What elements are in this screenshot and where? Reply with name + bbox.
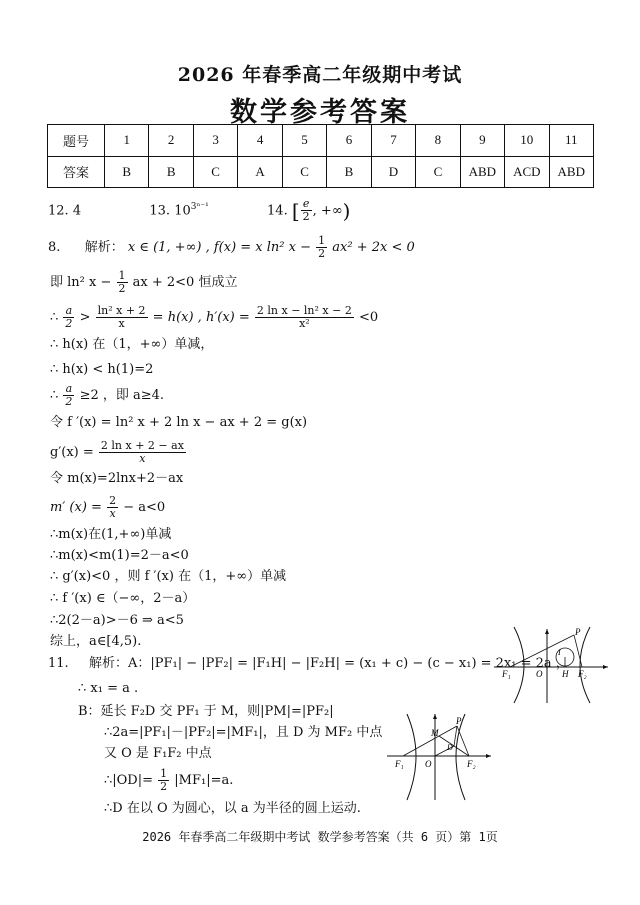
q11-line-6: ∴|OD|= $\frac{1}{2}$ |MF₁|=a. [104,767,234,793]
segment-pf2 [574,635,582,667]
q8-line-4: ∴ h(x) 在（1，+∞）单减， [50,337,214,352]
q8-l2-frac: $\frac{1}{2}$ [118,269,126,295]
q11-line-3: B：延长 F₂D 交 PF₁ 于 M，则|PM|=|PF₂| [78,704,334,719]
q11-line-7: ∴D 在以 O 为圆心，以 a 为半径的圆上运动. [104,801,361,816]
q8-expr-1: x ∈ (1, +∞) , f(x) = x ln² x − [127,240,311,255]
q14-answer: [ [291,198,300,223]
q8-l3-frac-c: $\frac{\text{2 ln x − ln² x − 2}}{\text{x²}}$ [256,304,352,330]
page-footer: 2026 年春季高二年级期中考试 数学参考答案（共 6 页）第 1页 [142,830,498,844]
question-number: 6 [327,125,371,157]
answer-cell: C [416,156,460,188]
q8-line-12: ∴m(x)<m(1)=2－a<0 [50,548,189,563]
label-f2: F₂ [467,759,476,769]
question-number: 7 [371,125,415,157]
question-number: 11 [549,125,593,157]
question-number: 9 [460,125,504,157]
q8-l2-b: ax + 2<0 恒成立 [132,275,238,290]
question-number: 10 [505,125,549,157]
q14-interval-tail: , +∞ [312,203,343,219]
q8-line-5: ∴ h(x) < h(1)=2 [50,362,154,377]
answer-cell: ABD [549,156,593,188]
answer-cell: ABD [460,156,504,188]
q8-line-14: ∴ f ′(x) ∈（−∞，2－a） [50,591,196,606]
answer-cell: B [327,156,371,188]
hyperbola-left-branch [514,627,524,703]
answer-cell: B [105,156,149,188]
question-number-label: 题号 [48,125,105,157]
question-number: 5 [282,125,326,157]
q8-expr-1-tail: ax² + 2x < 0 [332,240,415,255]
q8-l3-frac-a: $\frac{a}{2}$ [65,304,73,330]
question-number: 3 [193,125,237,157]
exam-title: 2026 年春季高二年级期中考试 [177,64,463,86]
q8-l3-frac-b: $\frac{\text{ln² x + 2}}{x}$ [97,304,146,330]
hyperbola-left-branch [407,714,416,800]
answer-table-number-row [48,125,594,157]
q8-line-9: 令 m(x)=2lnx+2－ax [50,471,184,486]
q13-answer-exponent: 3ⁿ⁻¹ [190,202,209,212]
q8-label: 8. [48,240,61,255]
label-h: H [562,669,569,679]
q12-answer: 4 [72,203,82,219]
answer-cell: C [193,156,237,188]
q8-line-15: ∴2(2－a)>－6 ⇒ a<5 [50,613,184,628]
answer-label: 答案 [48,156,105,188]
label-p: P [575,627,581,637]
q8-line-7: 令 f ′(x) = ln² x + 2 ln x − ax + 2 = g(x) [50,415,308,430]
q11-line-2: ∴ x₁ = a . [78,681,139,696]
q11-label: 11. [48,656,69,671]
q8-l2-a: 即 ln² x − [50,275,112,290]
q8-line-6: ∴ $\frac{a}{2}$ ≥2 ，即 a≥4. [50,382,165,408]
label-f1: F₁ [502,669,511,679]
y-axis-arrow [545,629,549,634]
q11-expr-a: 解析：A：|PF₁| − |PF₂| = |F₁H| − |F₂H| = (x₁ + c) − (c − x₁) = 2x₁ = 2a ， [88,656,569,671]
q11-l6-frac: $\frac{1}{2}$ [160,767,168,793]
label-d: D [447,743,453,752]
label-f1: F₁ [395,759,404,769]
q14-number: 14. [267,203,288,219]
answer-cell: ACD [505,156,549,188]
question-number: 1 [105,125,149,157]
label-p: P [456,716,462,726]
answer-table-answer-row [48,156,594,188]
label-f2: F₂ [578,669,587,679]
q8-line-1 [48,235,415,260]
q8-line-3: ∴ $\frac{a}{2}$ > $\frac{\text{ln² x + 2}}{x}$ = h(x) , h′(x) = $\frac{\text{2 ln x − ln² x − 2}}{\text{x²}}$ <0 [50,304,379,330]
q8-line-16: 综上，a∈[4,5). [50,634,142,649]
x-axis-arrow [486,754,491,758]
q8-frac-half: $\frac{1}{2}$ [318,234,326,260]
q8-line-13: ∴ g′(x)<0 ，则 f ′(x) 在（1，+∞）单减 [50,569,287,584]
answer-cell: B [149,156,193,188]
answer-cell: C [282,156,326,188]
label-o: O [425,759,432,769]
q13-number: 13. [149,203,171,219]
q13-answer-base: 10 [174,203,191,219]
answer-key-title: 数学参考答案 [230,97,410,128]
question-number: 2 [149,125,193,157]
answer-table [47,124,594,188]
q8-l10-frac: $\frac{2}{x}$ [109,494,117,520]
q14-fraction: $\frac{e}{2}$ [302,197,310,224]
q8-line-11: ∴m(x)在(1,+∞)单减 [50,527,172,542]
answer-cell: A [238,156,282,188]
q8-l6-frac: $\frac{a}{2}$ [65,382,73,408]
question-number: 4 [238,125,282,157]
q8-line-2 [50,270,237,295]
q11-line-4: ∴2a=|PF₁|－|PF₂|=|MF₁|，且 D 为 MF₂ 中点 [104,725,383,740]
label-m: M [431,728,439,738]
label-o: O [536,669,543,679]
fill-in-answers: 12. 4 13. $10^{3^{n-1}}$ 14. [ $\frac{e}{2}$ , +∞) [48,197,351,224]
question-number: 8 [416,125,460,157]
answer-cell: D [371,156,415,188]
q8-intro: 解析： [84,240,124,255]
segment-pf2 [457,726,469,756]
hyperbola-figure-1 [492,625,612,705]
q8-line-10: m′ (x) = $\frac{2}{x}$ − a<0 [50,494,166,520]
q11-line-1 [48,655,569,673]
y-axis-arrow [433,714,437,719]
q12-number: 12. [48,203,69,219]
q11-line-5: 又 O 是 F₁F₂ 中点 [104,746,212,761]
q8-l8-frac: $\frac{\text{2 ln x + 2 − ax}}{x}$ [100,439,184,465]
hyperbola-figure-2 [385,712,495,802]
label-i: I [558,648,561,657]
q8-line-8: g′(x) = $\frac{\text{2 ln x + 2 − ax}}{x}$ [50,439,184,465]
x-axis-arrow [603,665,608,669]
